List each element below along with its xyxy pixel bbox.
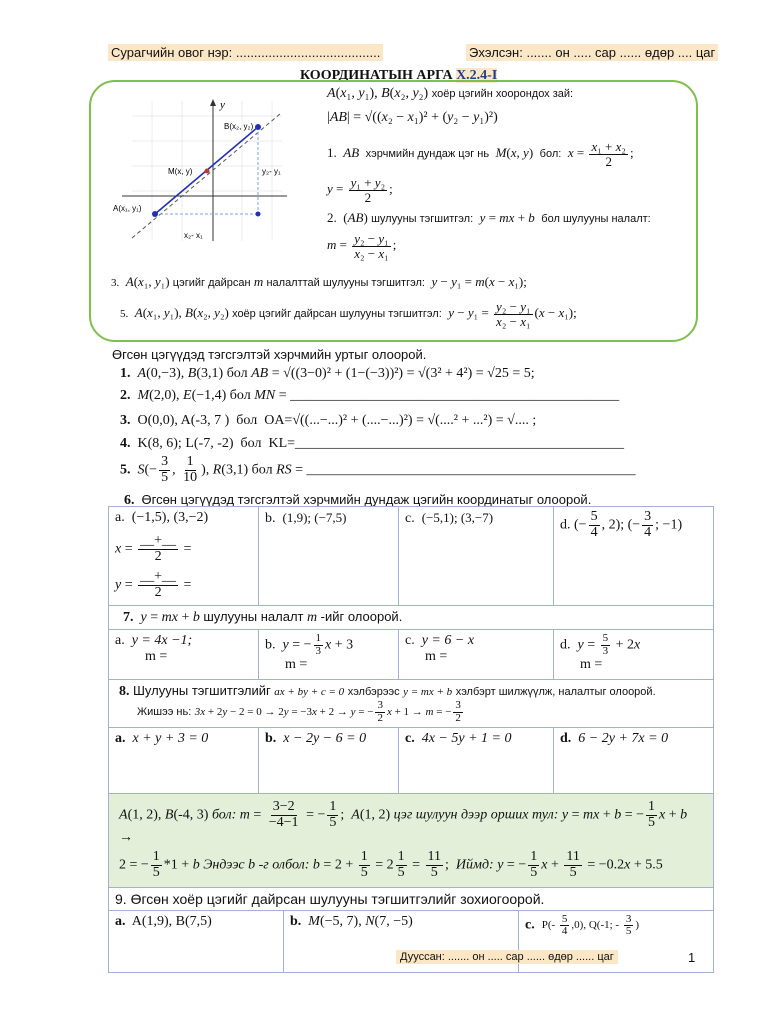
task1-item-1: 1. A(0,−3), B(3,1) бол AB = √((3−0)² + (1−(−3))²) = √(3² + 4²) = √25 = 5; [120,366,535,381]
task7-heading-row [109,606,714,630]
task8-cell-a: a. x + y + 3 = 0 [109,728,259,794]
task8-heading-row [109,680,714,728]
task8-cell-d: d. 6 − 2y + 7x = 0 [554,728,714,794]
midpoint-y: y = $\frac{\text{y₁ + y₂}}{2}$ ; [327,175,393,205]
task7-cell-a: a. y = 4x −1; m = [109,630,259,680]
dy-label: y₂- y₁ [262,167,281,176]
dx-label: x₂- x₁ [184,231,203,240]
task8-heading: 8. Шулууны тэгшитгэлийг ax + by + c = 0 хэлбэрээс y = mx + b хэлбэрт шилжүүлж, налалтыг олоорой. Жишээ нь: 3x + 2y − 2 = 0 → 2y = −3x + 2 → y = − $\frac{3}{2}$ x + 1 → m = − $\frac{3}{2}$ [109,680,714,728]
theory-line-1: A(x₁, y₁), B(x₂, y₂) хоёр цэгийн хоорондох зай: [327,86,574,101]
distance-formula: |AB| = √((x₂ − x₁)² + (y₂ − y₁)²) [327,110,498,125]
task9-cell-b: b. M(−5, 7), N(7, −5) [284,910,519,972]
task8-row [109,728,714,794]
task6-cell-d: d. (− $\frac{5}{4}$ , 2); (− $\frac{3}{4}$ ; −1) [554,507,714,606]
task7-cell-d: d. y = $\frac{5}{3}$ + 2x m = [554,630,714,680]
y-axis-label: y [220,99,225,111]
task6-row [109,507,714,606]
task8-cell-b: b. x − 2y − 6 = 0 [259,728,399,794]
point-m-label: M(x, y) [168,167,193,176]
point-a-label: A(x₁, y₁) [113,204,142,213]
task6-cell-b: b. (1,9); (−7,5) [259,507,399,606]
task7-cell-c: c. y = 6 − x m = [399,630,554,680]
title-code: X.2.4-I [456,68,498,83]
task6-cell-a: a. (−1,5), (3,−2) x = $\frac{\_\_+\_\_}{2}$ = y = $\frac{\_\_+\_\_}{2}$ = [109,507,259,606]
task7-row [109,630,714,680]
task8-cell-c: c. 4x − 5y + 1 = 0 [399,728,554,794]
theory-item-3: 3. A(x₁, y₁) цэгийг дайрсан m налалттай шулууны тэгшитгэл: y − y₁ = m(x − x₁); [111,274,527,289]
task9-cell-c: c. P(- $\frac{5}{4}$ ,0), Q(-1; - $\frac{3}{5}$ ) [519,910,714,972]
end-time-field: Дууссан: ....... он ..... сар ...... өдөр ...... цаг [396,950,618,964]
theory-item-5: 5. A(x₁, y₁), B(x₂, y₂) хоёр цэгийг дайрсан шулууны тэгшитгэл: y − y₁ = $\frac{\text{y₂ − y₁}}{\text{x₂ − x₁}}$ (x − x₁); [120,299,577,329]
theory-item-1: 1. AB хэрчмийн дундаж цэг нь M(x, y) бол: x = $\frac{\text{x₁ + x₂}}{2}$ ; [327,139,634,169]
worked-example: A(1, 2), B(-4, 3) бол: m = $\frac{3-2}{-4-1}$ = − $\frac{1}{5}$ ; A(1, 2) цэг шулуун дээр орших тул: y = mx + b = − $\frac{1}{5}$ x + b → 2 = − $\frac{1}{5}$ *1 + b Эндээс b -г олбол: b = 2 + $\frac{1}{5}$ = 2 $\frac{1}{5}$ = $\frac{11}{5}$ ; Иймд: y = − $\frac{1}{5}$ x + $\frac{11}{5}$ = −0.2x + 5.5 [109,794,714,888]
task6-cell-c: c. (−5,1); (3,−7) [399,507,554,606]
task7-cell-b: b. y = − $\frac{1}{3}$ x + 3 m = [259,630,399,680]
task7-heading: 7. y = mx + b шулууны налалт m -ийг олоорой. [109,606,714,630]
task1-item-4: 4. K(8, 6); L(-7, -2) бол KL=_______________________________________________ [120,436,625,451]
task1-item-2: 2. M(2,0), E(−1,4) бол MN = _______________________________________________ [120,388,620,403]
start-time-field: Эхэлсэн: ....... он ..... сар ...... өдөр .... цаг [466,44,718,61]
theory-item-2: 2. (AB) шулууны тэгшитгэл: y = mx + b бол шулууны налалт: [327,210,651,225]
task1-item-3: 3. O(0,0), A(-3, 7 ) бол OA=√((...−...)² + (....−...)²) = √(....² + ...²) = √.... ; [120,413,537,428]
student-name-field: Сурагчийн овог нэр: ........................................ [108,44,383,61]
title-main: КООРДИНАТЫН АРГА [300,68,453,83]
task9-heading: 9. Өгсөн хоёр цэгийг дайрсан шулууны тэгшитгэлийг зохиогоорой. [109,887,714,910]
exercise-table [108,506,714,973]
slope-formula: m = $\frac{\text{y₂ − y₁}}{\text{x₂ − x₁}}$ ; [327,231,397,261]
example-row [109,794,714,888]
coordinate-figure [112,96,292,244]
task9-cell-a: a. A(1,9), B(7,5) [109,910,284,972]
task1-instruction: Өгсөн цэгүүдэд тэгсгэлтэй хэрчмийн уртыг олоорой. [112,347,427,362]
task1-item-5: 5. S(− $\frac{3}{5}$ , $\frac{1}{10}$ ), R(3,1) бол RS = _______________________________________________ [120,454,636,485]
task9-heading-row [109,887,714,910]
page-number: 1 [688,950,696,965]
task6-heading: 6. Өгсөн цэгүүдэд тэгсгэлтэй хэрчмийн дундаж цэгийн координатыг олоорой. [124,492,592,508]
point-b-label: B(x₂, y₂) [224,122,254,131]
